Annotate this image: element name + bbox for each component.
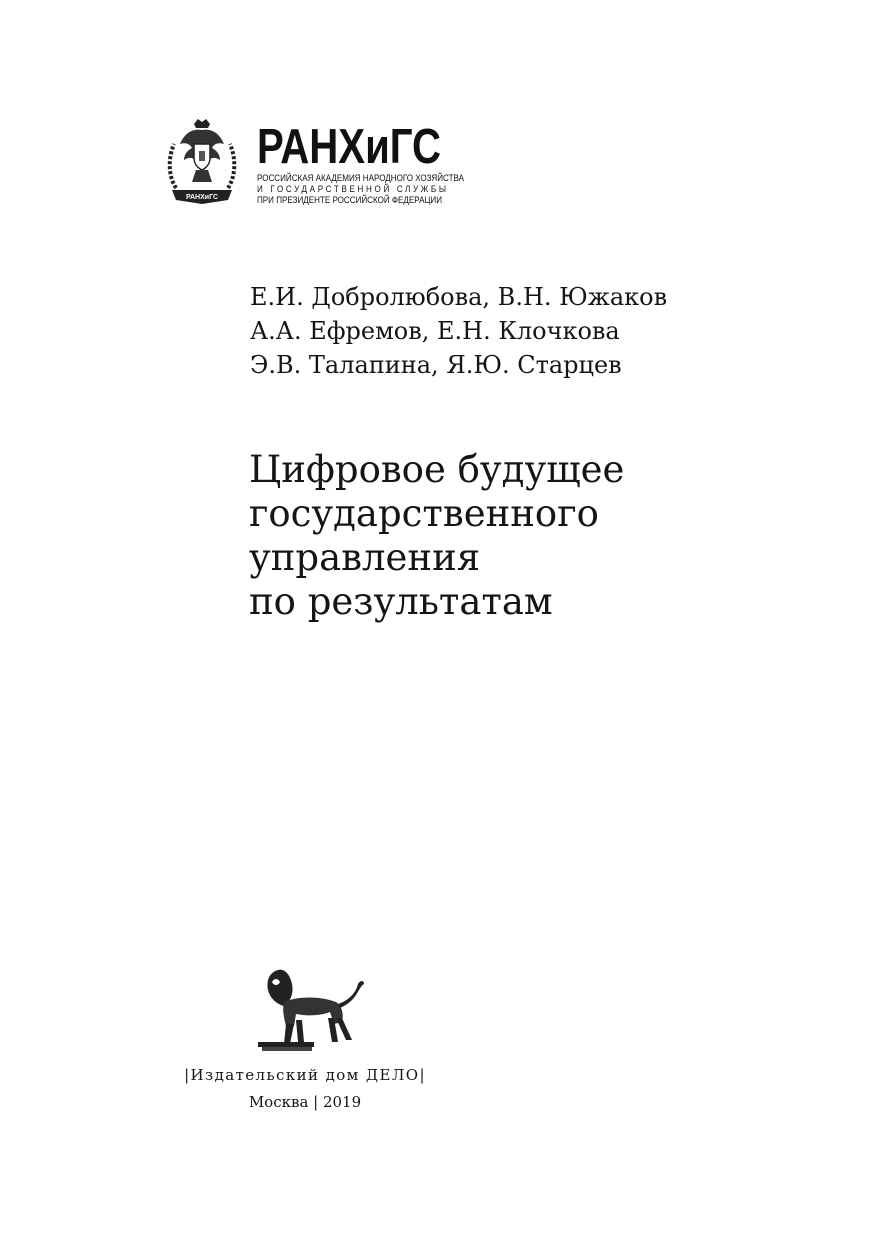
lion-icon [250,962,368,1054]
ranepa-brand [257,122,498,205]
title-line: Цифровое будущее [249,448,625,491]
authors-line: Э.В. Талапина, Я.Ю. Старцев [250,351,622,379]
publisher-name: |Издательский дом ДЕЛО| [184,1066,426,1084]
brand-line-2: И ГОСУДАРСТВЕННОЙ СЛУЖБЫ [257,183,449,194]
city-year: Москва | 2019 [248,1093,362,1111]
eagle-emblem-icon [166,118,238,210]
authors-list [250,280,667,382]
ranepa-logo [166,118,476,213]
brand-line-1: РОССИЙСКАЯ АКАДЕМИЯ НАРОДНОГО ХОЗЯЙСТВА [257,172,465,183]
authors-line: А.А. Ефремов, Е.Н. Клочкова [250,317,620,345]
brand-name: РАНХиГС [257,120,442,174]
brand-line-3: ПРИ ПРЕЗИДЕНТЕ РОССИЙСКОЙ ФЕДЕРАЦИИ [257,194,443,205]
title-line: управления [249,536,481,579]
title-line: по результатам [249,580,553,623]
title-line: государственного [249,492,599,535]
book-title [249,448,624,624]
svg-text:РАНХиГС: РАНХиГС [185,194,219,201]
authors-line: Е.И. Добролюбова, В.Н. Южаков [250,283,668,311]
